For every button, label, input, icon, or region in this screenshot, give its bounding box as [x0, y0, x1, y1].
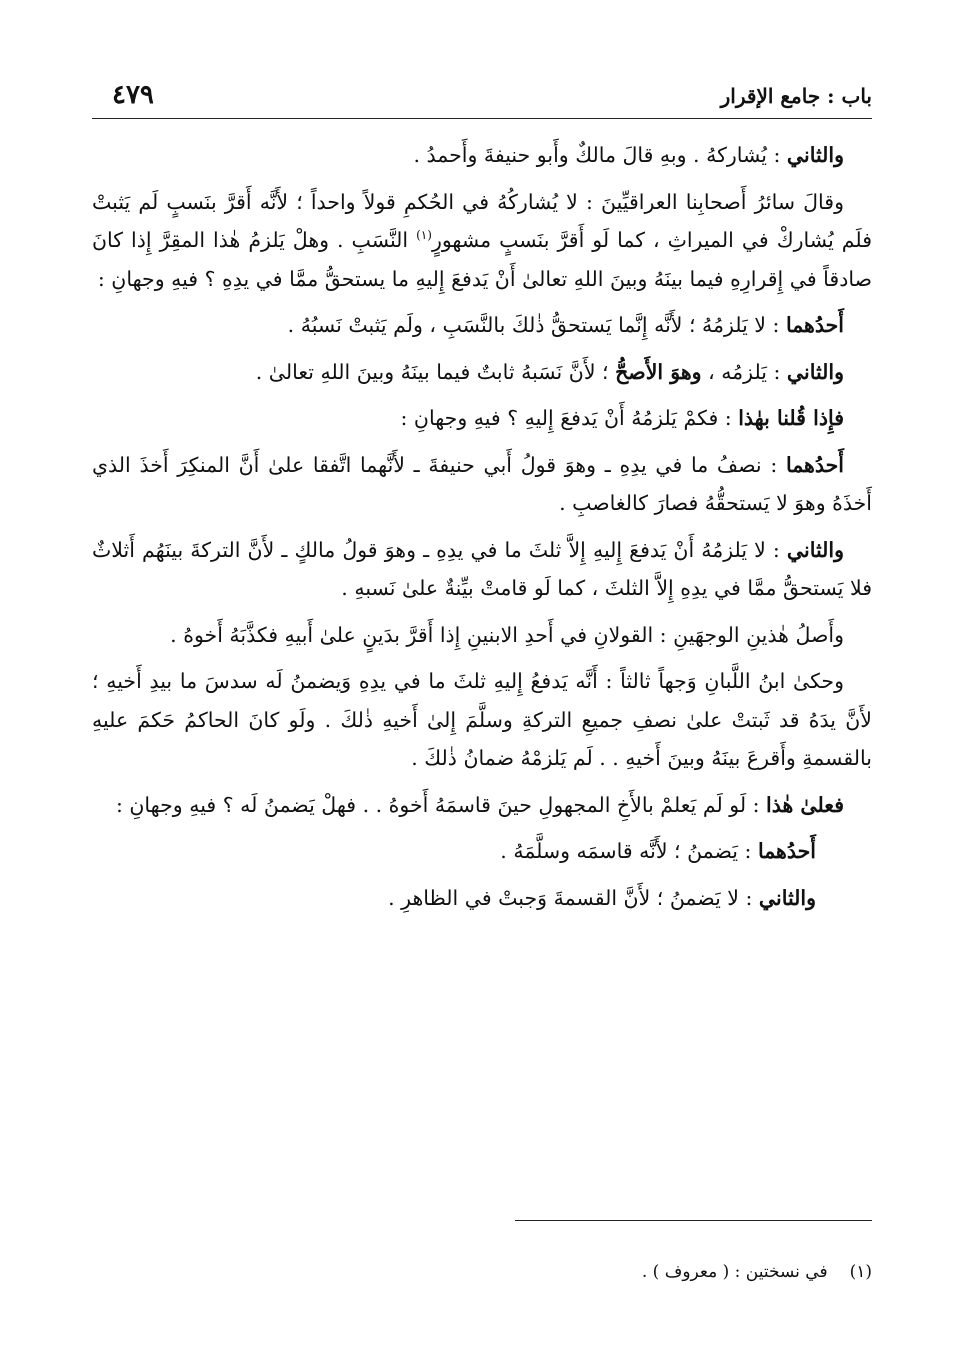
- paragraph-lead: فإِذا قُلنا بهٰذا: [738, 406, 844, 430]
- paragraph-text: وأَصلُ هٰذينِ الوجهَينِ : القولانِ في أَحدِ الابنينِ إِذا أَقرَّ بدَينٍ علىٰ أَبيهِ فكذَّبَهُ أَخوهُ .: [170, 622, 844, 647]
- paragraph: [92, 662, 872, 778]
- main-text: [92, 136, 872, 925]
- paragraph: [92, 531, 872, 608]
- paragraph-lead: أَحدُهما: [785, 313, 844, 337]
- paragraph-text: : نصفُ ما في يدِهِ ـ وهوَ قولُ أَبي حنيفةَ ـ لأَنَّهما اتَّفقا علىٰ أَنَّ المنكِرَ أَخذَ الذي أَخذَهُ وهوَ لا يَستحقُّهُ فصارَ كالغاصبِ .: [92, 452, 872, 515]
- footnote-ref: (١): [416, 228, 432, 243]
- paragraph-text: : يَضمنُ ؛ لأَنَّه قاسمَه وسلَّمَهُ .: [500, 839, 758, 863]
- paragraph: [92, 616, 872, 655]
- paragraph-lead: والثاني: [786, 537, 844, 562]
- footnote: [642, 1262, 872, 1282]
- footnote-number: (١): [849, 1262, 872, 1282]
- paragraph-text: : يُشاركهُ . وبهِ قالَ مالكٌ وأَبو حنيفةَ وأَحمدُ .: [413, 143, 787, 167]
- paragraph: [92, 786, 872, 825]
- paragraph-text: : لا يَلزمُهُ ؛ لأَنَّه إِنَّما يَستحقُّ ذٰلكَ بالنَّسَبِ ، ولَم يَثبتْ نَسبُهُ .: [287, 313, 786, 337]
- paragraph-text: : يَلزمُه ،: [701, 359, 787, 384]
- paragraph-text: وحكىٰ ابنُ اللَّبانِ وَجهاً ثالثاً : أَنَّه يَدفعُ إِليهِ ثلثَ ما في يدِهِ وَيضمنُ لَه سدسَ ما بيدِ أَخيهِ ؛ لأَنَّ يدَهُ قد ثَبتتْ علىٰ نصفِ جميعِ التركةِ وسلَّمَ إِلىٰ أَخيهِ ذٰلكَ . ولَو كانَ الحاكمُ حَكمَ عليهِ بالقسمةِ وأَقرعَ بينَهُ وبينَ أَخيهِ . . لَم يَلزمْهُ ضمانُ ذٰلكَ .: [92, 669, 872, 770]
- footnote-text: في نسختين : ( معروف ) .: [641, 1262, 828, 1282]
- paragraph: [92, 832, 872, 871]
- header-divider: [92, 118, 872, 119]
- paragraph: [92, 879, 872, 918]
- paragraph: [92, 399, 872, 438]
- paragraph-text: : لا يَضمنُ ؛ لأَنَّ القسمةَ وَجبتْ في الظاهرِ .: [388, 885, 759, 910]
- paragraph-lead: والثاني: [758, 885, 816, 910]
- paragraph: [92, 353, 872, 392]
- paragraph-lead: والثاني: [786, 359, 844, 384]
- paragraph-text: : فكمْ يَلزمُهُ أَنْ يَدفعَ إِليهِ ؟ فيهِ وجهانِ :: [400, 406, 739, 430]
- paragraph-text-cont: النَّسَبِ . وهلْ يَلزمُ هٰذا المقِرَّ إِذا كانَ صادقاً في إِقرارِهِ فيما بينَهُ وبينَ اللهِ تعالىٰ أَنْ يَدفعَ إِليهِ ما يستحقُّ ممَّا في يدِهِ ؟ فيهِ وجهانِ :: [92, 228, 872, 291]
- paragraph-text: : لا يَلزمُهُ أَنْ يَدفعَ إِليهِ إِلاَّ ثلثَ ما في يدِهِ ـ وهوَ قولُ مالكٍ ـ لأَنَّ التركةَ بينَهُم أَثلاثٌ فلا يَستحقُّ ممَّا في يدِهِ إِلاَّ الثلثَ ، كما لَو قامتْ بيِّنةٌ علىٰ نَسبهِ .: [92, 537, 872, 600]
- paragraph-emphasis: وهوَ الأَصحُّ: [615, 359, 702, 384]
- paragraph-lead: أَحدُهما: [785, 452, 844, 477]
- paragraph: [92, 446, 872, 523]
- footnote-divider: [515, 1220, 872, 1221]
- paragraph-text-cont: ؛ لأَنَّ نَسَبهُ ثابتٌ فيما بينَهُ وبينَ اللهِ تعالىٰ .: [255, 359, 616, 384]
- paragraph-text: : لَو لَم يَعلمْ بالأَخِ المجهولِ حينَ قاسمَهُ أَخوهُ . . فهلْ يَضمنُ لَه ؟ فيهِ وجهانِ :: [115, 792, 767, 817]
- paragraph: [92, 136, 872, 175]
- paragraph: [92, 183, 872, 299]
- paragraph-lead: والثاني: [786, 143, 844, 167]
- paragraph-lead: فعلىٰ هٰذا: [766, 792, 844, 817]
- paragraph: [92, 306, 872, 345]
- page-header: [92, 80, 872, 120]
- chapter-title: باب : جامع الإقرار: [720, 84, 872, 108]
- page-number: ٤٧٩: [112, 80, 154, 110]
- paragraph-lead: أَحدُهما: [757, 839, 816, 863]
- paragraph-text: وقالَ سائرُ أَصحابِنا العراقيِّينَ : لا يُشاركُهُ في الحُكمِ قولاً واحداً ؛ لأَنَّه أَقرَّ بنَسبٍ لَم يَثبتْ فلَم يُشاركْ في الميراثِ ، كما لَو أَقرَّ بنَسبٍ مشهورٍ: [92, 189, 872, 252]
